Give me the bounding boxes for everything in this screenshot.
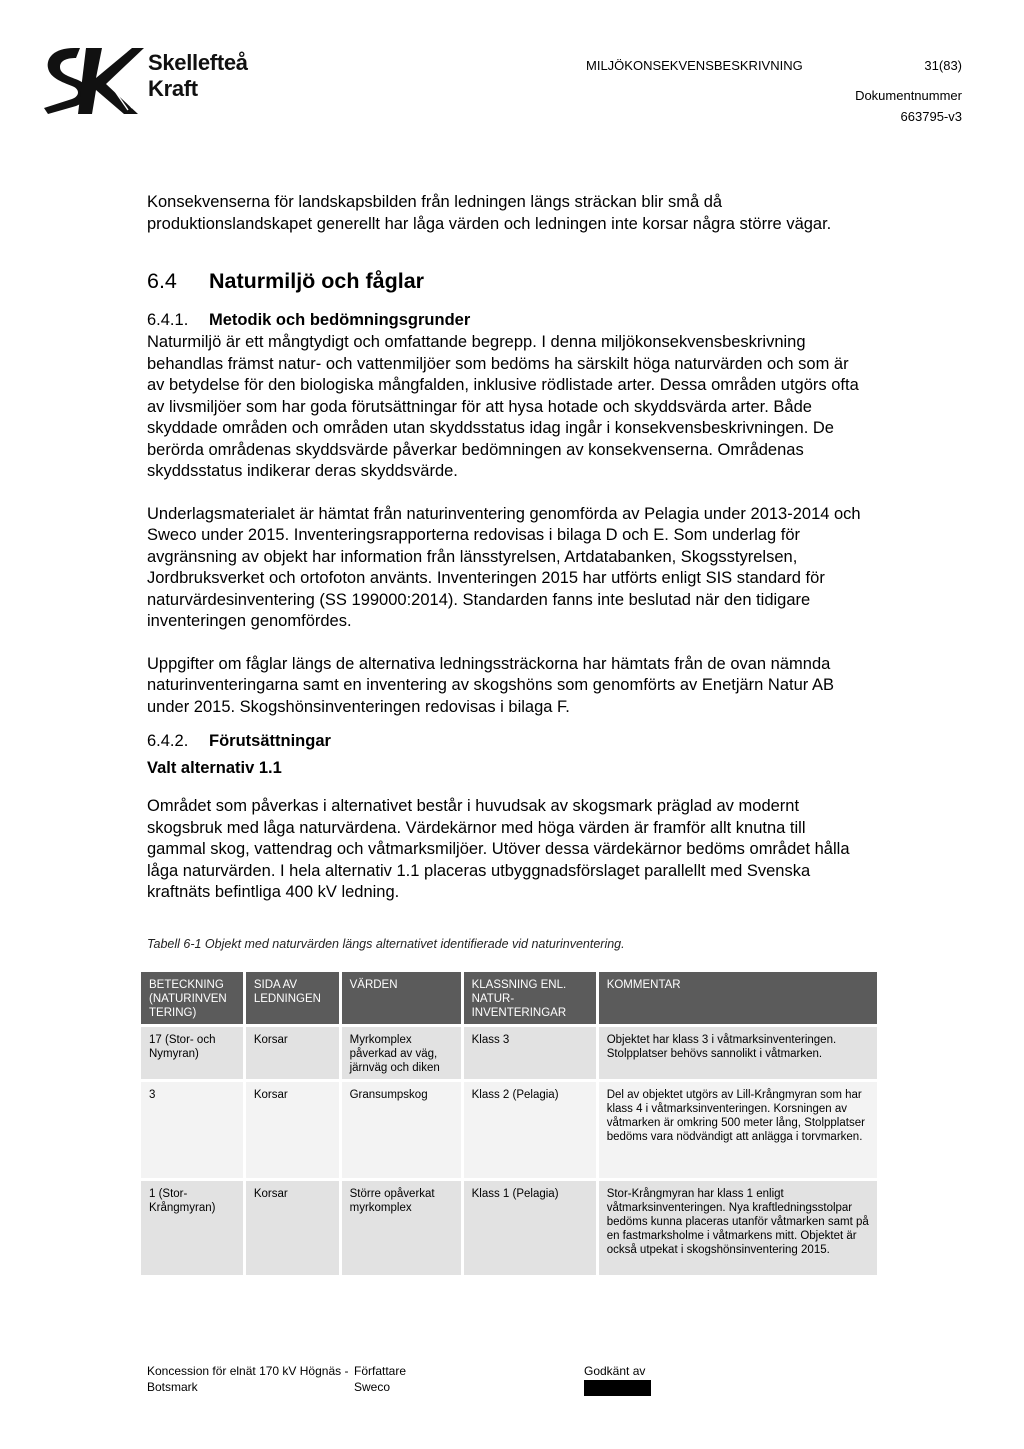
brand-line-2: Kraft [148,76,198,101]
column-header: KOMMENTAR [599,972,877,1024]
main-content [147,192,867,904]
skelleftea-kraft-logo-icon [40,44,146,116]
table-cell: Del av objektet utgörs av Lill-Krångmyran som har klass 4 i våtmarksinventeringen. Korsningen av våtmarken är omkring 500 meter lång, Stolpplatser bedöms vara nödvändigt att anlägga i torvmarken. [599,1082,877,1178]
alternative-heading: Valt alternativ 1.1 [147,759,282,777]
footer-project-line-2: Botsmark [147,1380,198,1394]
table-cell: Större opåverkat myrkomplex [342,1181,461,1275]
table-cell: Korsar [246,1027,339,1079]
paragraph: Underlagsmaterialet är hämtat från naturinventering genomförda av Pelagia under 2013-2014 och Sweco under 2015. Inventeringsrapporterna redovisas i bilaga D och E. Som underlag för avgränsning av objekt har information från länsstyrelsen, Artdatabanken, Skogsstyrelsen, Jordbruksverket och ortofoton använts. Inventeringen 2015 har utförts enligt SIS standard för naturvärdesinventering (SS 199000:2014). Standarden fanns inte beslutad när den tidigare inventeringen genomfördes. [147,504,861,630]
column-header: KLASSNING ENL. NATUR-INVENTERINGAR [464,972,596,1024]
subsection-heading-2 [147,732,867,753]
table-caption: Tabell 6-1 Objekt med naturvärden längs alternativet identifierade vid naturinventering. [147,937,625,951]
redacted-approver [584,1380,651,1396]
footer-project [147,1363,348,1395]
subsection-heading-1 [147,311,867,332]
paragraph: Naturmiljö är ett mångtydigt och omfattande begrepp. I denna miljökonsekvensbeskrivning behandlas främst natur- och vattenmiljöer som bedöms ha särskilt höga naturvärden och som är av betydelse för den biologiska mångfalden, inklusive rödlistade arter. Dessa områden utgörs ofta av livsmiljöer som har goda förutsättningar för att hysa hotade och skyddsvärda arter. Både skyddade områden och områden utan skyddsstatus idag ingår i konsekvensbeskrivningen. De berörda områdenas skyddsvärde påverkar bedömningen av konsekvenserna. Områdenas skyddsstatus indikerar deras skyddsvärde. [147,333,859,480]
brand-line-1: Skellefteå [148,50,248,75]
table-cell: Objektet har klass 3 i våtmarksinventeringen. Stolpplatser behövs sannolikt i våtmarken. [599,1027,877,1079]
column-header: BETECKNING (NATURINVEN TERING) [141,972,243,1024]
table-cell: 3 [141,1082,243,1178]
footer-project-line-1: Koncession för elnät 170 kV Högnäs - [147,1364,349,1378]
intro-paragraph: Konsekvenserna för landskapsbilden från ledningen längs sträckan blir små då produktionslandskapet generellt har låga värden och ledningen inte korsar några större vägar. [147,193,832,233]
table-row [141,1082,877,1178]
table-cell: 1 (Stor-Krångmyran) [141,1181,243,1275]
subsection-number-2: 6.4.2. [147,732,189,750]
footer-approved-label: Godkänt av [584,1364,646,1378]
document-number: 663795-v3 [900,109,962,124]
subsection-title-2: Förutsättningar [209,732,331,750]
document-number-label: Dokumentnummer [855,88,962,103]
table-cell: Stor-Krångmyran har klass 1 enligt våtmarksinventeringen. Nya kraftledningsstolpar bedöms kunna placeras utanför våtmarken samt på en fastmarksholme i våtmarkens mitt. Objektet är också utpekat i skogshönsinventering 2015. [599,1181,877,1275]
subsection-title-1: Metodik och bedömningsgrunder [209,311,471,329]
footer-author-name: Sweco [354,1380,391,1394]
section-heading [147,269,867,297]
section-number: 6.4 [147,269,177,293]
column-header: VÄRDEN [342,972,461,1024]
table-cell: Myrkomplex påverkad av väg, järnväg och diken [342,1027,461,1079]
table-cell: Gransumpskog [342,1082,461,1178]
table-cell: Klass 3 [464,1027,596,1079]
table-row [141,1027,877,1079]
paragraph: Uppgifter om fåglar längs de alternativa ledningssträckorna har hämtats från de ovan nämnda naturinventeringarna samt en inventering av skogshöns som genomförts av Enetjärn Natur AB under 2015. Skogshönsinventeringen redovisas i bilaga F. [147,654,834,716]
table-cell: Klass 2 (Pelagia) [464,1082,596,1178]
table-header-row [141,972,877,1024]
document-type: MILJÖKONSEKVENSBESKRIVNING [586,58,803,73]
subsection-number-1: 6.4.1. [147,311,189,329]
page-number: 31(83) [924,58,962,73]
column-header: SIDA AV LEDNINGEN [246,972,339,1024]
nature-values-table [138,969,880,1278]
footer-author-label: Författare [354,1364,407,1378]
company-logo [40,44,270,118]
table-cell: Korsar [246,1181,339,1275]
footer-author [354,1363,406,1395]
table-cell: Klass 1 (Pelagia) [464,1181,596,1275]
table-cell: 17 (Stor- och Nymyran) [141,1027,243,1079]
footer-approved [584,1363,645,1379]
brand-name [148,50,248,102]
table-row [141,1181,877,1275]
paragraph: Området som påverkas i alternativet består i huvudsak av skogsmark präglad av modernt skogsbruk med låga naturvärdena. Värdekärnor med höga värden är framför allt knutna till gammal skog, vattendrag och våtmarksmiljöer. Utöver dessa värdekärnor bedöms området hålla låga naturvärden. I hela alternativ 1.1 placeras utbyggnadsförslaget parallellt med Svenska kraftnäts befintliga 400 kV ledning. [147,797,850,901]
table-cell: Korsar [246,1082,339,1178]
section-title: Naturmiljö och fåglar [209,269,425,293]
